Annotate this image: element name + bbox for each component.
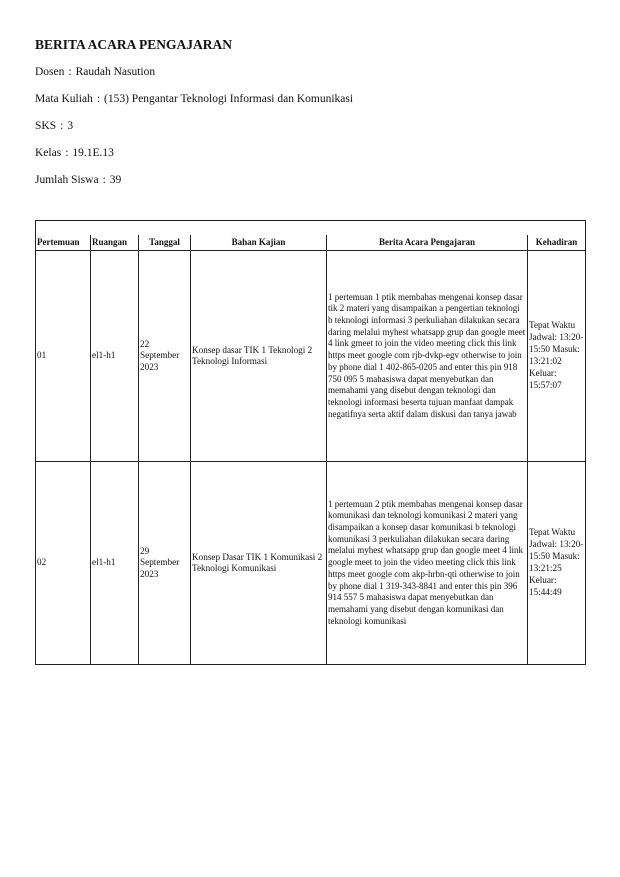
cell-ruangan: el1-h1 [91, 462, 139, 665]
meta-sks-label: SKS [35, 120, 57, 132]
meta-kelas: Kelas : 19.1E.13 [35, 147, 114, 159]
cell-pertemuan: 02 [36, 462, 91, 665]
cell-tanggal: 29 September 2023 [139, 462, 191, 665]
meta-jumlah-label: Jumlah Siswa [35, 174, 99, 186]
page-title: BERITA ACARA PENGAJARAN [35, 37, 233, 52]
table-header-row [36, 235, 586, 251]
meta-matakuliah-label: Mata Kuliah [35, 93, 93, 105]
meta-jumlah-value: 39 [109, 174, 122, 186]
cell-pertemuan: 01 [36, 251, 91, 462]
header-pertemuan: Pertemuan [36, 235, 91, 251]
meta-dosen: Dosen : Raudah Nasution [35, 66, 156, 78]
meta-jumlah-siswa: Jumlah Siswa : 39 [35, 174, 122, 186]
meta-matakuliah: Mata Kuliah : (153) Pengantar Teknologi Informasi dan Komunikasi [35, 93, 354, 105]
meta-sks: SKS : 3 [35, 120, 74, 132]
cell-ruangan: el1-h1 [91, 251, 139, 462]
cell-tanggal: 22 September 2023 [139, 251, 191, 462]
attendance-table [35, 220, 586, 665]
cell-bahan-kajian: Konsep dasar TIK 1 Teknologi 2 Teknologi Informasi [191, 251, 327, 462]
meta-matakuliah-value: (153) Pengantar Teknologi Informasi dan Komunikasi [104, 93, 354, 105]
table-row [36, 462, 586, 665]
table-top-spacer-cell [36, 221, 586, 236]
header-berita-acara: Berita Acara Pengajaran [327, 235, 528, 251]
header-bahan-kajian: Bahan Kajian [191, 235, 327, 251]
header-ruangan: Ruangan [91, 235, 139, 251]
cell-kehadiran: Tepat Waktu Jadwal: 13:20-15:50 Masuk: 13:21:25 Keluar: 15:44:49 [528, 462, 586, 665]
header-tanggal: Tanggal [139, 235, 191, 251]
meta-kelas-label: Kelas [35, 147, 62, 159]
table-top-spacer [36, 221, 586, 236]
cell-kehadiran: Tepat Waktu Jadwal: 13:20-15:50 Masuk: 13:21:02 Keluar: 15:57:07 [528, 251, 586, 462]
cell-berita-acara: 1 pertemuan 1 ptik membahas mengenai konsep dasar tik 2 materi yang disampaikan a pengertian teknologi b teknologi informasi 3 perkuliahan dilakukan secara daring melalui myhest whatsapp grup dan google meet 4 link gmeet to join the video meeting click this link https meet google com rjb-dvkp-egv otherwise to join by phone dial 1 402-865-0205 and enter this pin 918 750 095 5 mahasiswa dapat menyebutkan dan memahami yang disebut dengan teknologi dan teknologi informasi beserta tujuan manfaat dampak negatifnya serta aktif dalam diskusi dan tanya jawab [327, 251, 528, 462]
meta-kelas-value: 19.1E.13 [72, 147, 114, 159]
meta-dosen-value: Raudah Nasution [75, 66, 156, 78]
meta-dosen-label: Dosen [35, 66, 65, 78]
cell-bahan-kajian: Konsep Dasar TIK 1 Komunikasi 2 Teknologi Komunikasi [191, 462, 327, 665]
table-row [36, 251, 586, 462]
header-kehadiran: Kehadiran [528, 235, 586, 251]
meta-sks-value: 3 [67, 120, 74, 132]
cell-berita-acara: 1 pertemuan 2 ptik membahas mengenai konsep dasar komunikasi dan teknologi komunikasi 2 materi yang disampaikan a konsep dasar komunikasi b teknologi komunikasi 3 perkuliahan dilakukan secara daring melalui myhest whatsapp grup dan google meet 4 link google meet to join the video meeting click this link https meet google com akp-hrbn-qti otherwise to join by phone dial 1 319-343-8841 and enter this pin 396 914 557 5 mahasiswa dapat menyebutkan dan memahami yang disebut dengan komunikasi dan teknologi komunikasi [327, 462, 528, 665]
